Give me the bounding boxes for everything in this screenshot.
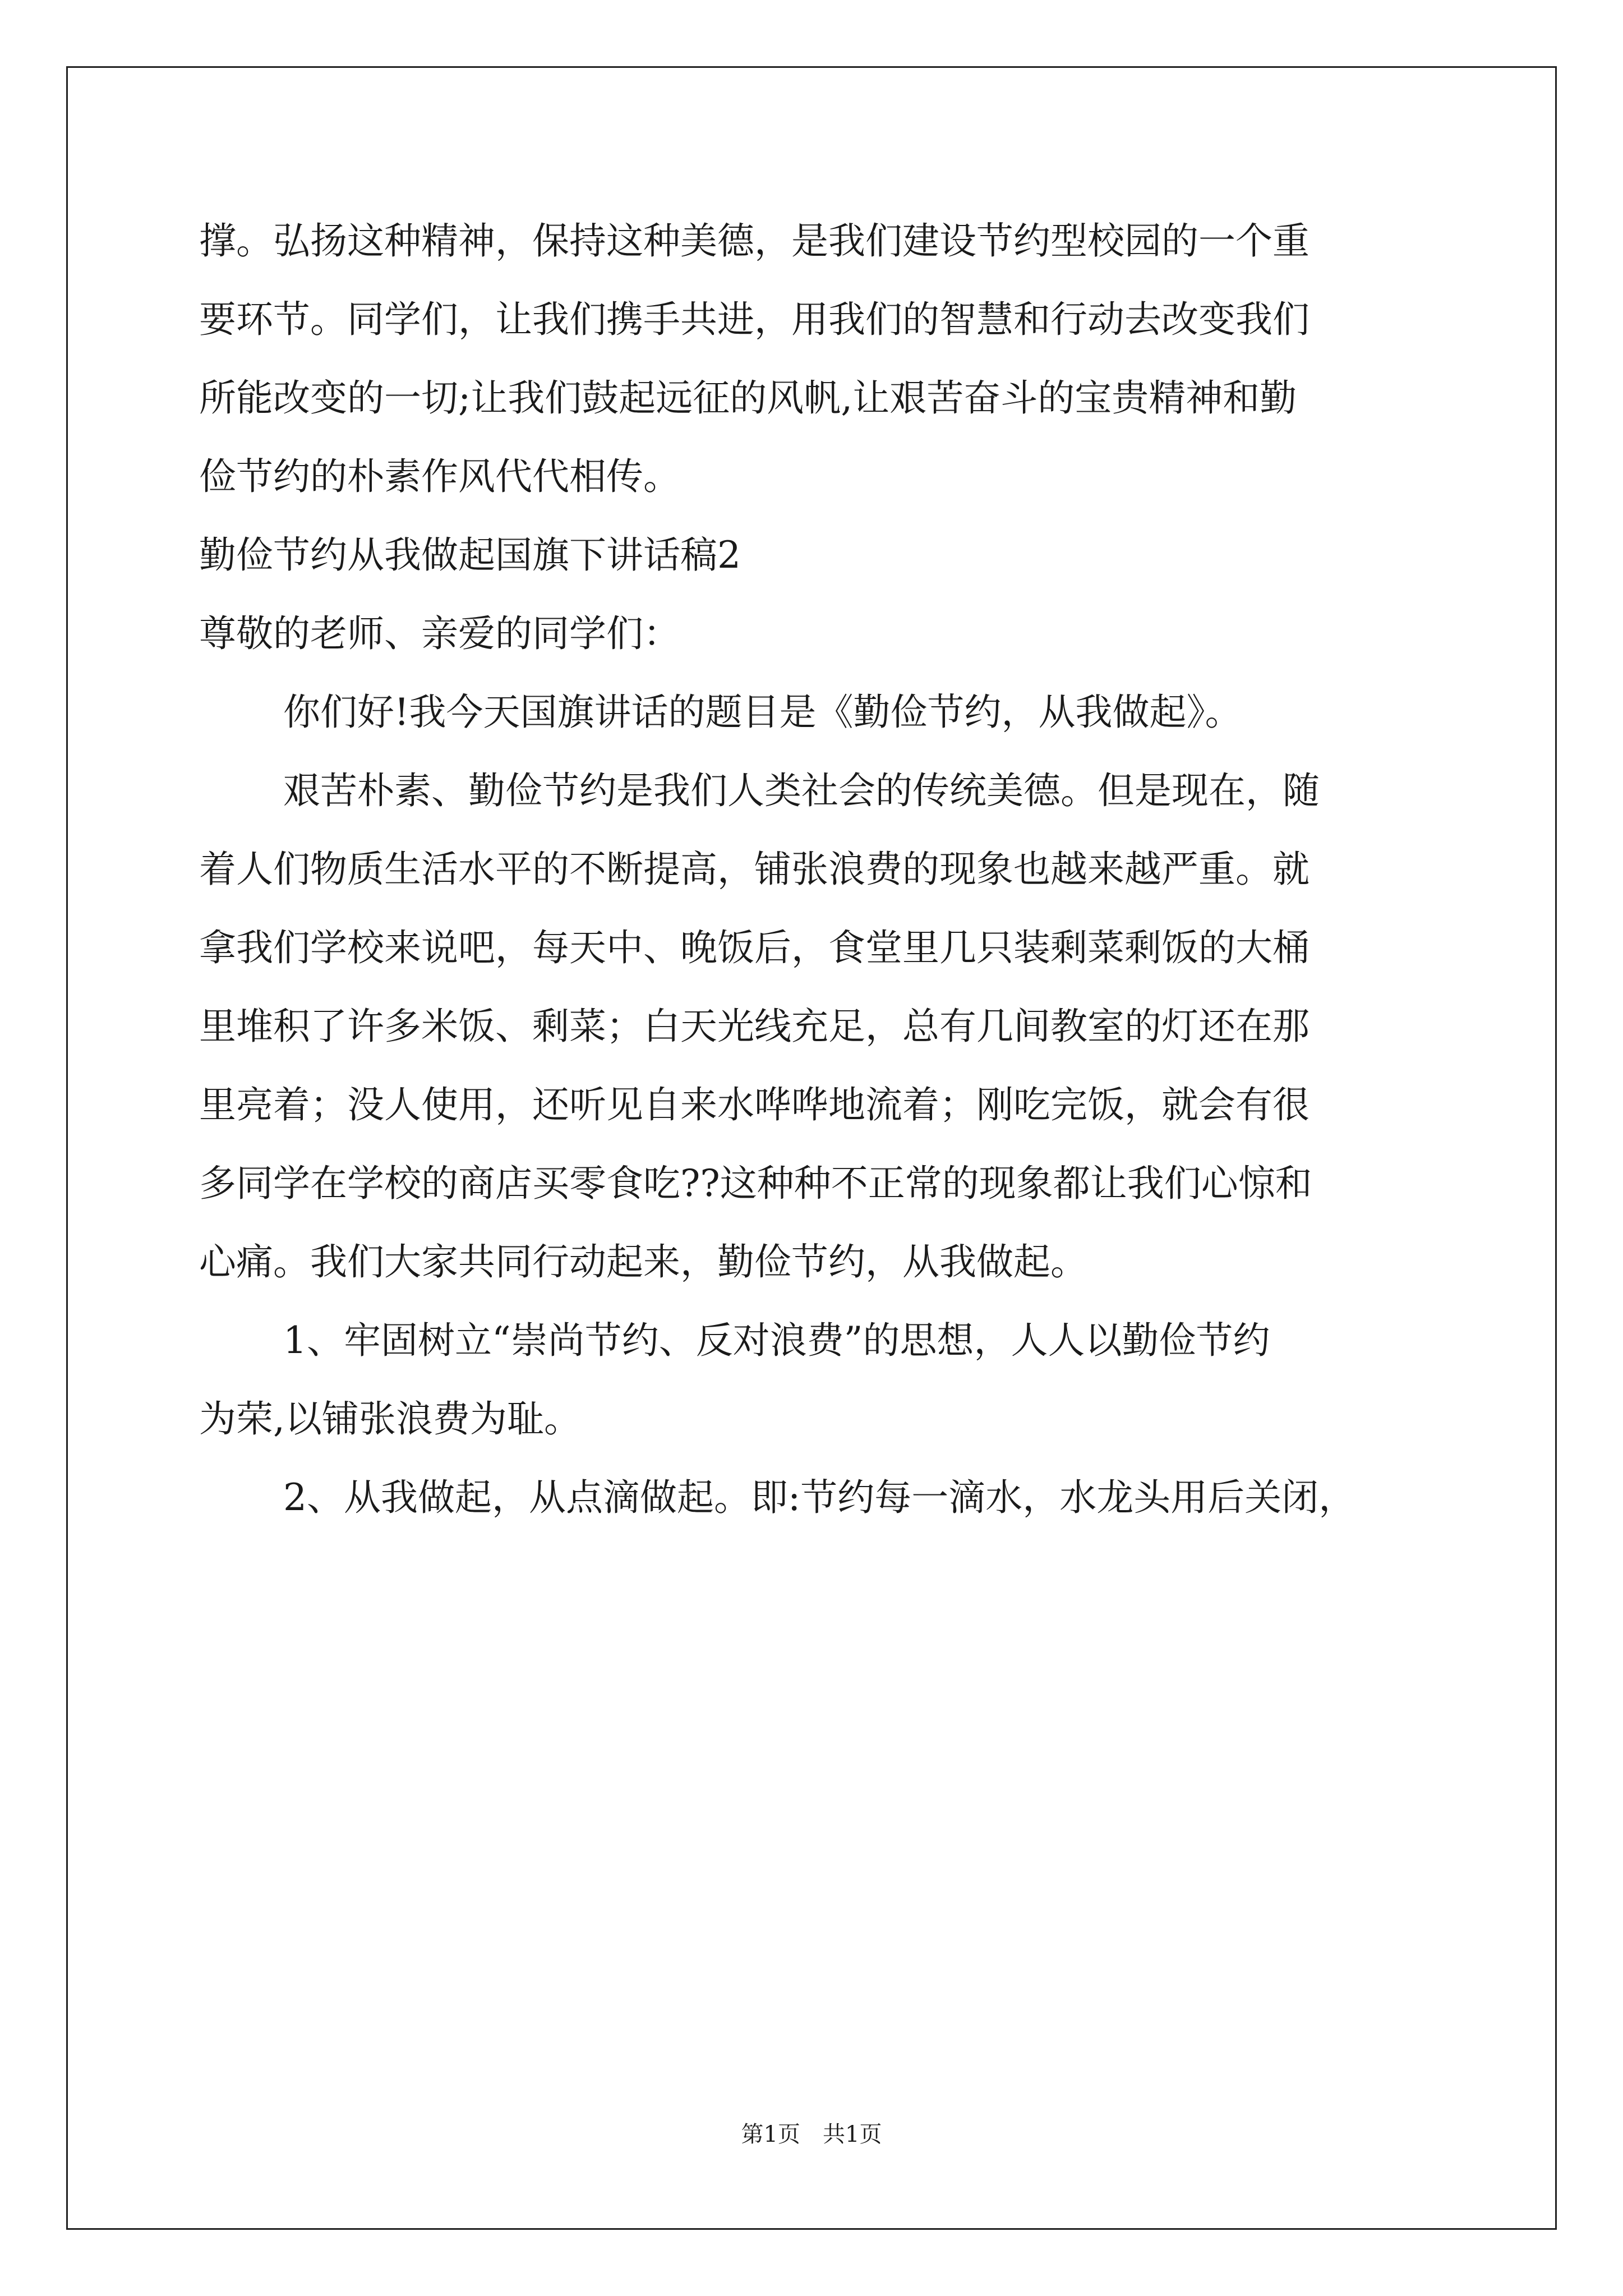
text-line: 所能改变的一切;让我们鼓起远征的风帆,让艰苦奋斗的宝贵精神和勤 xyxy=(199,376,1297,420)
text-line: 心痛。我们大家共同行动起来，勤俭节约，从我做起。 xyxy=(199,1240,1087,1283)
document-body xyxy=(199,216,1433,1551)
text-line: 里堆积了许多米饭、剩菜；白天光线充足，总有几间教室的灯还在那 xyxy=(199,1005,1310,1048)
text-line: 着人们物质生活水平的不断提高，铺张浪费的现象也越来越严重。就 xyxy=(199,848,1310,891)
text-line: 拿我们学校来说吧，每天中、晚饭后，食堂里几只装剩菜剩饭的大桶 xyxy=(199,926,1310,969)
list-item: 1、牢固树立“崇尚节约、反对浪费”的思想，人人以勤俭节约 xyxy=(283,1319,1270,1362)
list-item: 2、从我做起，从点滴做起。即:节约每一滴水，水龙头用后关闭， xyxy=(283,1476,1356,1519)
salutation: 尊敬的老师、亲爱的同学们： xyxy=(199,612,680,655)
text-line: 你们好!我今天国旗讲话的题目是《勤俭节约，从我做起》。 xyxy=(283,691,1242,734)
text-line: 多同学在学校的商店买零食吃??这种种不正常的现象都让我们心惊和 xyxy=(199,1162,1312,1205)
text-line: 里亮着；没人使用，还听见自来水哗哗地流着；刚吃完饭，就会有很 xyxy=(199,1083,1310,1126)
text-line: 为荣,以铺张浪费为耻。 xyxy=(199,1397,581,1441)
page-number: 第1页 共1页 xyxy=(741,2122,882,2147)
text-line: 要环节。同学们，让我们携手共进，用我们的智慧和行动去改变我们 xyxy=(199,298,1310,341)
text-line: 撑。弘扬这种精神，保持这种美德，是我们建设节约型校园的一个重 xyxy=(199,219,1310,263)
section-title: 勤俭节约从我做起国旗下讲话稿2 xyxy=(199,533,741,577)
text-line: 艰苦朴素、勤俭节约是我们人类社会的传统美德。但是现在，随 xyxy=(283,769,1320,812)
text-line: 俭节约的朴素作风代代相传。 xyxy=(199,455,680,498)
